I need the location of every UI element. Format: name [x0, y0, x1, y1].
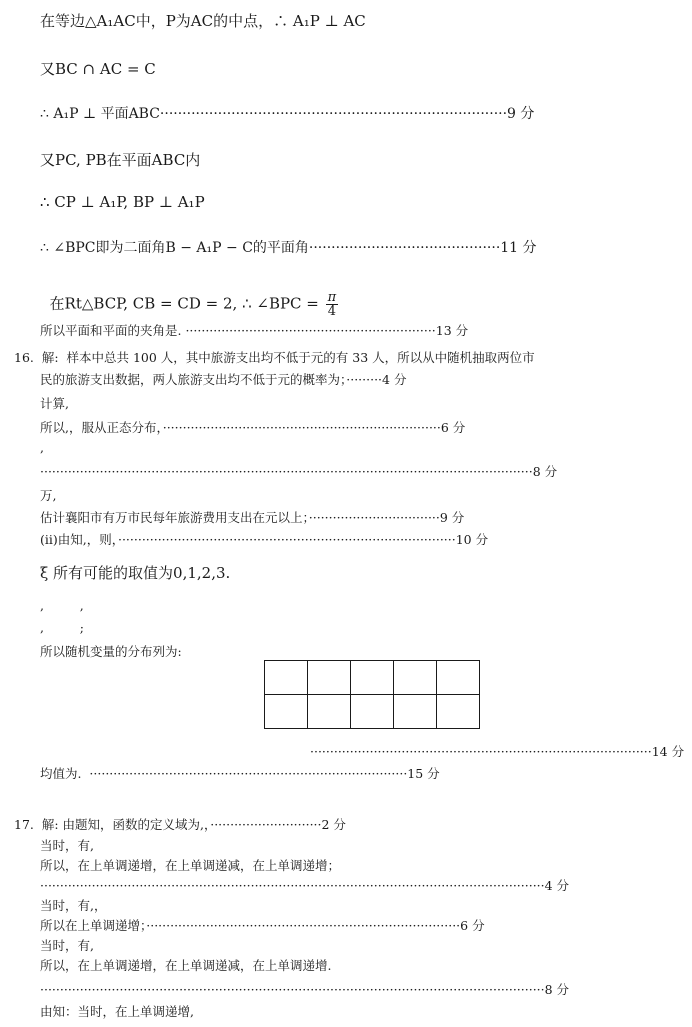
solution-line-7	[40, 273, 340, 318]
q16-line-11: , ,	[40, 598, 84, 613]
q16-line-6: ····························································································································8 分	[40, 464, 558, 479]
q16-line-15: 均值为. ················································································15 分	[40, 766, 440, 781]
table-cell	[437, 661, 480, 695]
q16-line-8: 估计襄阳市有万市民每年旅游费用支出在元以上；·································9 分	[40, 510, 465, 525]
q17-line-1: 17. 解: 由题知，函数的定义域为,，····························2 分	[14, 817, 346, 832]
table-cell	[265, 661, 308, 695]
solution-line-1: 在等边△A₁AC中，P为AC的中点，∴ A₁P ⊥ AC	[40, 12, 366, 30]
q16-line-7: 万,	[40, 488, 57, 503]
q16-line-12: , ;	[40, 620, 84, 635]
q16-line-5: ,	[40, 440, 44, 455]
solution-line-3: ∴ A₁P ⊥ 平面ABC··············································································9 分	[40, 106, 535, 122]
q16-line-9: (ii)由知,，则，·····················································································10 分	[40, 532, 489, 547]
q17-line-3: 所以，在上单调递增，在上单调递减，在上单调递增；	[40, 858, 341, 873]
table-cell	[308, 661, 351, 695]
q16-line-4: 所以,，服从正态分布，······································································6 分	[40, 420, 466, 435]
q16-line-10: ξ 所有可能的取值为0,1,2,3.	[40, 564, 231, 582]
solution-line-6: ∴ ∠BPC即为二面角B − A₁P − C的平面角···········································11 分	[40, 240, 537, 256]
q17-line-8: 所以，在上单调递增，在上单调递减，在上单调递增.	[40, 958, 332, 973]
q16-line-3: 计算,	[40, 396, 69, 411]
q16-line-1: 16. 解: 样本中总共 100 人，其中旅游支出均不低于元的有 33 人，所以从中随机抽取两位市	[14, 350, 535, 365]
table-cell	[437, 695, 480, 729]
solution-line-5: ∴ CP ⊥ A₁P, BP ⊥ A₁P	[40, 193, 205, 211]
angle-statement: 在Rt△BCP, CB = CD = 2, ∴ ∠BPC =	[49, 294, 324, 313]
q17-line-10: 由知：当时，在上单调递增,	[40, 1004, 194, 1019]
table-cell	[394, 661, 437, 695]
table-cell	[351, 695, 394, 729]
distribution-table	[264, 660, 480, 729]
q17-line-4: ·······························································································································4 分	[40, 878, 570, 893]
solution-line-2: 又BC ∩ AC = C	[40, 60, 156, 78]
table-row	[265, 661, 480, 695]
fraction-numerator: π	[327, 290, 337, 305]
q16-line-2: 民的旅游支出数据，两人旅游支出均不低于元的概率为；·········4 分	[40, 372, 407, 387]
fraction-denominator: 4	[327, 304, 337, 319]
table-cell	[308, 695, 351, 729]
solution-line-4: 又PC, PB在平面ABC内	[40, 151, 201, 169]
pi-over-4-fraction	[326, 291, 339, 318]
q16-line-14: ······················································································14 分	[310, 744, 685, 759]
solution-line-8: 所以平面和平面的夹角是. ·······························································13 分	[40, 323, 469, 338]
q16-line-13: 所以随机变量的分布列为:	[40, 644, 182, 659]
q17-line-2: 当时，有,	[40, 838, 94, 853]
q17-line-7: 当时，有,	[40, 938, 94, 953]
q17-line-5: 当时，有,，	[40, 898, 107, 913]
q17-line-6: 所以在上单调递增；···············································································6 分	[40, 918, 485, 933]
q17-line-9: ·······························································································································8 分	[40, 982, 570, 997]
table-cell	[265, 695, 308, 729]
table-cell	[351, 661, 394, 695]
table-cell	[394, 695, 437, 729]
table-row	[265, 695, 480, 729]
